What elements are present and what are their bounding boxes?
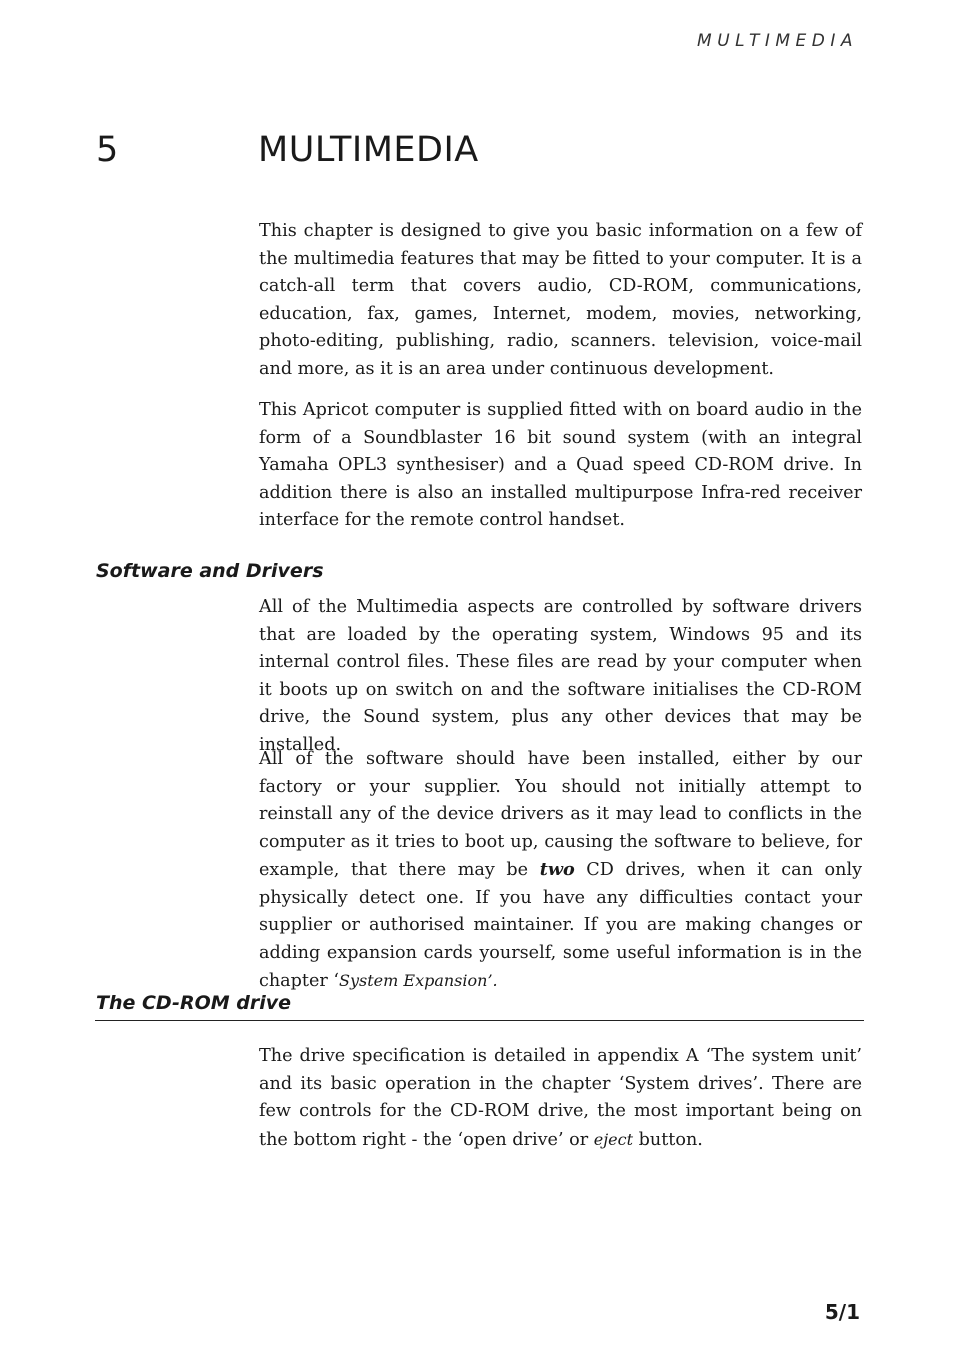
software-paragraph-2-text-a: All of the software should have been installed, either by our factory or your supplier. You should not initially attempt to reinstall any of the device drivers as it may lead to conflicts in the computer as it tries to boot up, causing the software to believe, for example, that there may be <box>259 749 862 880</box>
section-heading-software-drivers: Software and Drivers <box>96 560 324 582</box>
software-paragraph-2 <box>259 746 862 996</box>
emphasis-eject: eject <box>593 1129 634 1149</box>
cdrom-paragraph-1 <box>259 1043 862 1154</box>
software-paragraph-1: All of the Multimedia aspects are controlled by software drivers that are loaded by the operating system, Windows 95 and its internal control files. These files are read by your computer when it boots up on switch on and the software initialises the CD-ROM drive, the Sound system, plus any other devices that may be installed. <box>259 597 862 755</box>
intro-paragraph-1: This chapter is designed to give you basic information on a few of the multimedia features that may be fitted to your computer. It is a catch-all term that covers audio, CD-ROM, communications, education, fax, games, Internet, modem, movies, networking, photo-editing, publishing, radio, scanners. television, voice-mail and more, as it is an area under continuous development. <box>259 221 862 379</box>
cdrom-paragraph-text-b: button. <box>633 1129 703 1150</box>
running-header: MULTIMEDIA <box>697 31 858 51</box>
software-paragraph-2-text-b: CD drives, when it can only physically detect one. If you have any difficulties contact your supplier or authorised maintainer. If you are making changes or adding expansion cards yourself, some useful information is in the chapter ‘ <box>259 860 863 991</box>
section-heading-cdrom-drive: The CD-ROM drive <box>96 992 292 1014</box>
chapter-reference-system-expansion: System Expansion’. <box>339 971 498 990</box>
chapter-title: MULTIMEDIA <box>258 130 479 170</box>
emphasis-two: two <box>539 859 575 880</box>
section-divider <box>95 1020 864 1021</box>
cdrom-paragraph-text-a: The drive specification is detailed in appendix A ‘The system unit’ and its basic operation in the chapter ‘System drives’. There are few controls for the CD-ROM drive, the most important being on the bottom right - the ‘open drive’ or <box>259 1046 862 1150</box>
chapter-number: 5 <box>96 130 119 170</box>
intro-paragraph-2: This Apricot computer is supplied fitted with on board audio in the form of a Soundblaster 16 bit sound system (with an integral Yamaha OPL3 synthesiser) and a Quad speed CD-ROM drive. In addition there is also an installed multipurpose Infra-red receiver interface for the remote control handset. <box>259 400 862 530</box>
page-number: 5/1 <box>824 1300 860 1324</box>
